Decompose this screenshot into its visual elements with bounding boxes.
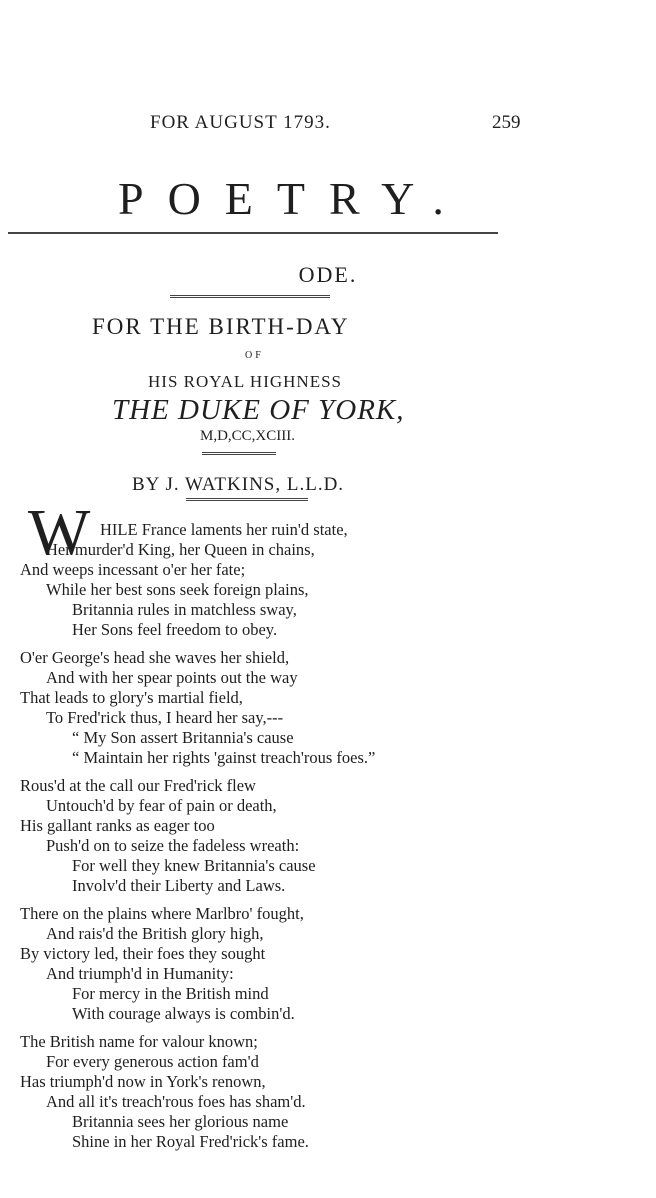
poem-line: “ Maintain her rights 'gainst treach'rous foes.” <box>72 748 376 767</box>
poem-line: That leads to glory's martial field, <box>20 688 243 707</box>
ode-title-of: OF <box>245 350 264 361</box>
author-rule <box>186 498 308 501</box>
poem-line: “ My Son assert Britannia's cause <box>72 728 294 747</box>
poem-line: Britannia sees her glorious name <box>72 1112 289 1131</box>
poem-line: HILE France laments her ruin'd state, <box>100 520 348 539</box>
poem-line: For well they knew Britannia's cause <box>72 856 316 875</box>
ode-rule <box>170 295 330 298</box>
running-header: FOR AUGUST 1793. <box>150 112 331 133</box>
poem-line: There on the plains where Marlbro' fought, <box>20 904 304 923</box>
poem-line: And all it's treach'rous foes has sham'd. <box>46 1092 306 1111</box>
poem-line: With courage always is combin'd. <box>72 1004 295 1023</box>
poem-line: For mercy in the British mind <box>72 984 269 1003</box>
poem-line: Push'd on to seize the fadeless wreath: <box>46 836 300 855</box>
poem-line: Her murder'd King, her Queen in chains, <box>46 540 315 559</box>
poem-line: Her Sons feel freedom to obey. <box>72 620 278 639</box>
poem-line: Rous'd at the call our Fred'rick flew <box>20 776 256 795</box>
ode-author: BY J. WATKINS, L.L.D. <box>132 474 345 495</box>
poem-line: O'er George's head she waves her shield, <box>20 648 290 667</box>
poem-line: While her best sons seek foreign plains, <box>46 580 309 599</box>
ode-label: ODE. <box>298 262 358 287</box>
poem-line: Britannia rules in matchless sway, <box>72 600 297 619</box>
ode-title-line3: THE DUKE OF YORK, <box>112 394 405 426</box>
poem-line: Involv'd their Liberty and Laws. <box>72 876 286 895</box>
section-title: POETRY. <box>118 173 468 224</box>
poem-line: Has triumph'd now in York's renown, <box>20 1072 266 1091</box>
poem-line: For every generous action fam'd <box>46 1052 259 1071</box>
poem-line: To Fred'rick thus, I heard her say,--- <box>46 708 284 727</box>
ode-date: M,D,CC,XCIII. <box>200 428 296 444</box>
poem-line: His gallant ranks as eager too <box>20 816 215 835</box>
section-rule <box>8 232 498 234</box>
poem-line: Untouch'd by fear of pain or death, <box>46 796 277 815</box>
poem-line: By victory led, their foes they sought <box>20 944 266 963</box>
poem-line: And rais'd the British glory high, <box>46 924 264 943</box>
poem-line: The British name for valour known; <box>20 1032 258 1051</box>
poem-line: And weeps incessant o'er her fate; <box>20 560 246 579</box>
drop-cap: W <box>28 496 91 569</box>
page-number: 259 <box>492 112 521 133</box>
poem-line: And with her spear points out the way <box>46 668 298 687</box>
date-rule <box>202 452 276 455</box>
poem-line: And triumph'd in Humanity: <box>46 964 234 983</box>
ode-title-line1: FOR THE BIRTH-DAY <box>92 314 350 339</box>
poem-line: Shine in her Royal Fred'rick's fame. <box>72 1132 309 1151</box>
ode-title-line2: HIS ROYAL HIGHNESS <box>148 372 342 391</box>
